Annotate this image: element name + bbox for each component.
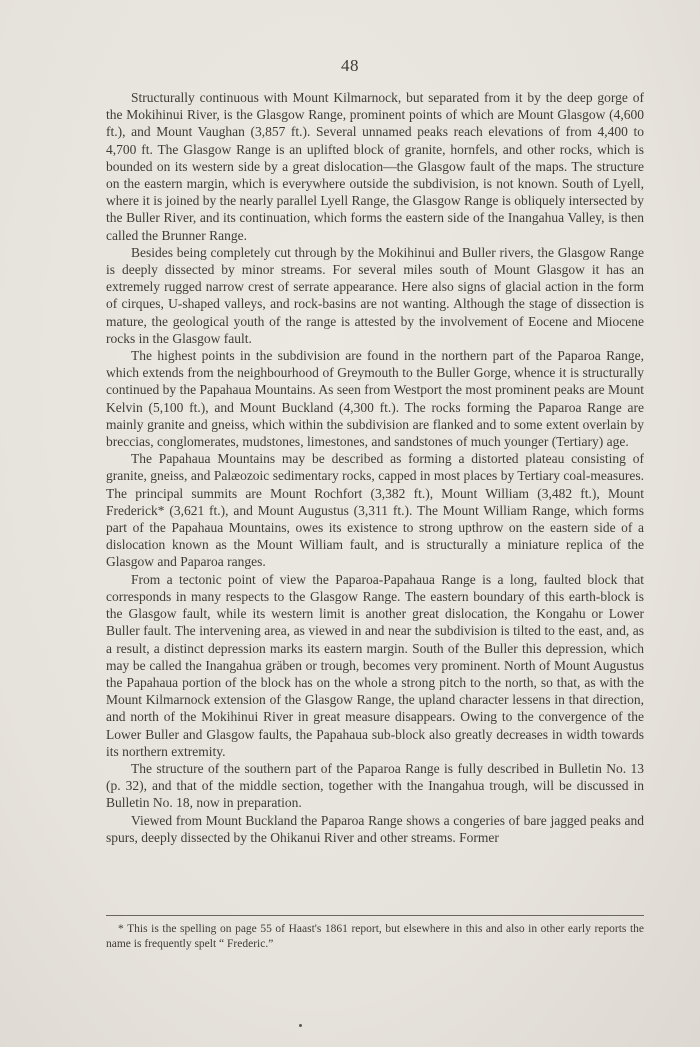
paragraph-dissection: Besides being completely cut through by the Mokihinui and Buller rivers, the Glasgow Range is deeply dissected by minor streams. For several miles south of Mount Glasgow it has an extremely rugged narrow crest of serrate appearance. Here also signs of glacial action in the form of cirques, U-shaped valleys, and rock-basins are not wanting. Although the stage of dissection is mature, the geological youth of the range is attested by the involvement of Eocene and Miocene rocks in the Glasgow fault. <box>106 244 644 346</box>
body-text <box>106 89 644 846</box>
paragraph-glasgow-range: Structurally continuous with Mount Kilmarnock, but separated from it by the deep gorge of the Mokihinui River, is the Glasgow Range, prominent points of which are Mount Glasgow (4,600 ft.), and Mount Vaughan (3,857 ft.). Several unnamed peaks reach elevations of from 4,400 to 4,700 ft. The Glasgow Range is an uplifted block of granite, hornfels, and other rocks, which is bounded on its western side by a great dislocation—the Glasgow fault of the maps. The structure on the eastern margin, which is everywhere outside the subdivision, is not known. South of Lyell, where it is joined by the nearly parallel Lyell Range, the Glasgow Range is obliquely intersected by the Buller River, and its continuation, which forms the eastern side of the Inangahua Valley, is then called the Brunner Range. <box>106 90 644 243</box>
paragraph-paparoa-range: The highest points in the subdivision are found in the northern part of the Paparoa Range, which extends from the neighbourhood of Greymouth to the Buller Gorge, whence it is structurally continued by the Papahaua Mountains. As seen from Westport the most prominent peaks are Mount Kelvin (5,100 ft.), and Mount Buckland (4,300 ft.). The rocks forming the Paparoa Range are mainly granite and gneiss, which within the subdivision are flanked and to some extent overlain by breccias, conglomerates, mudstones, limestones, and sandstones of much younger (Tertiary) age. <box>106 348 644 450</box>
paragraph-tectonic-view: From a tectonic point of view the Paparoa-Papahaua Range is a long, faulted block that corresponds in many respects to the Glasgow Range. The eastern boundary of this earth-block is the Glasgow fault, while its western limit is another great dislocation, the Kongahu or Lower Buller fault. The intervening area, as viewed in and near the subdivision is tilted to the east, and, as a result, a distinct depression marks its eastern margin. South of the Buller this depression, which may be called the Inangahua gräben or trough, becomes very prominent. North of Mount Augustus the Papahaua portion of the block has on the whole a strong pitch to the north, so that, as with the Mount Kilmarnock extension of the Glasgow Range, the upland character lessens in that direction, and north of the Mokihinui River in great measure disappears. Owing to the convergence of the Lower Buller and Glasgow faults, the Papahaua sub-block also greatly decreases in width towards its northern extremity. <box>106 571 644 759</box>
paragraph-papahaua-mountains: The Papahaua Mountains may be described as forming a distorted plateau consisting of granite, gneiss, and Palæozoic sedimentary rocks, capped in most places by Tertiary coal-measures. The principal summits are Mount Rochfort (3,382 ft.), Mount William (3,482 ft.), Mount Frederick* (3,621 ft.), and Mount Augustus (3,311 ft.). The Mount William Range, which forms part of the Papahaua Mountains, owes its existence to strong upthrow on the eastern side of a dislocation known as the Mount William fault, and is structurally a miniature replica of the Glasgow and Paparoa ranges. <box>106 451 644 570</box>
paragraph-bulletin-reference: The structure of the southern part of the Paparoa Range is fully described in Bulletin No. 13 (p. 32), and that of the middle section, together with the Inangahua trough, will be discussed in Bulletin No. 18, now in preparation. <box>106 760 644 811</box>
footnote: * This is the spelling on page 55 of Haast's 1861 report, but elsewhere in this and also in other early reports the name is frequently spelt “ Frederic.” <box>106 923 644 950</box>
footnote-divider <box>106 915 644 916</box>
paper-speck <box>299 1024 302 1027</box>
page-number: 48 <box>341 56 359 75</box>
paragraph-mount-buckland-view: Viewed from Mount Buckland the Paparoa Range shows a congeries of bare jagged peaks and spurs, deeply dissected by the Ohikanui River and other streams. Former <box>106 812 644 845</box>
